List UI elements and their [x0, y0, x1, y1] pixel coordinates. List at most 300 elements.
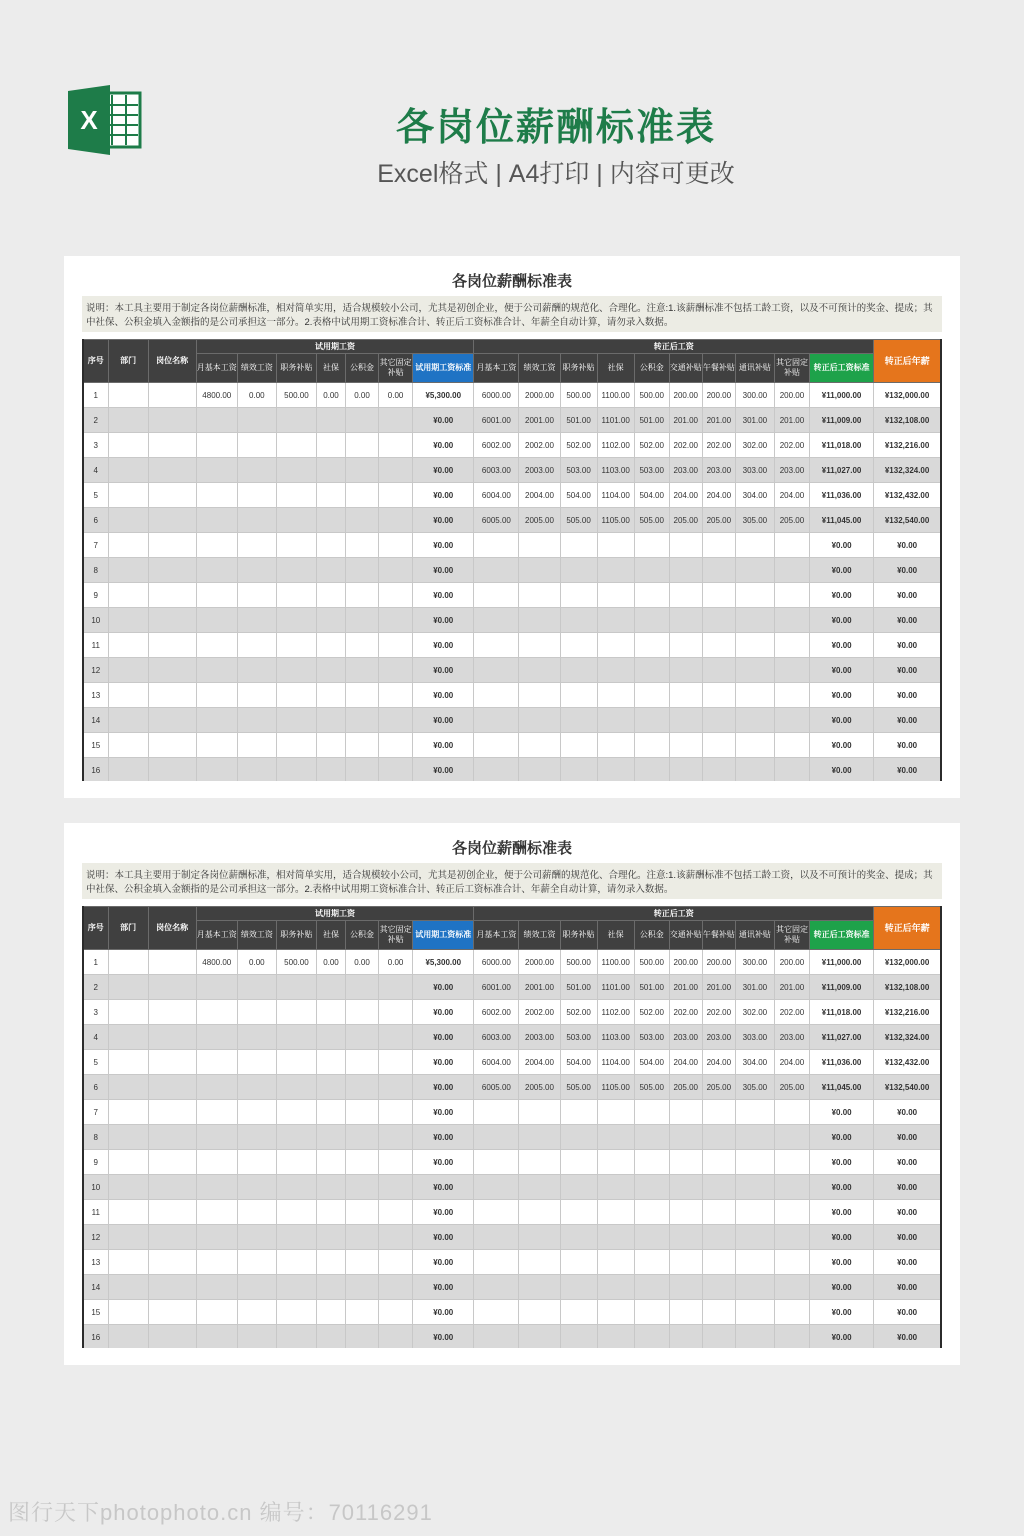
cell-regular-total[interactable]: ¥0.00 — [810, 583, 874, 608]
cell-probation-total[interactable]: ¥0.00 — [413, 583, 474, 608]
cell-probation-value[interactable] — [346, 1325, 379, 1349]
cell-regular-value[interactable]: 501.00 — [560, 975, 597, 1000]
cell-probation-value[interactable] — [316, 1250, 345, 1275]
cell-probation-value[interactable] — [316, 1075, 345, 1100]
cell-probation-value[interactable] — [196, 508, 237, 533]
cell-regular-value[interactable] — [474, 1300, 519, 1325]
cell-regular-value[interactable] — [519, 633, 560, 658]
cell-regular-value[interactable] — [597, 758, 634, 782]
cell-probation-value[interactable]: 0.00 — [316, 950, 345, 975]
cell-regular-value[interactable] — [774, 558, 809, 583]
cell-regular-value[interactable]: 1101.00 — [597, 975, 634, 1000]
cell-probation-value[interactable] — [379, 1250, 413, 1275]
cell-regular-value[interactable]: 501.00 — [560, 408, 597, 433]
cell-seq[interactable]: 4 — [83, 458, 108, 483]
cell-probation-value[interactable] — [196, 1325, 237, 1349]
cell-position[interactable] — [148, 1025, 196, 1050]
cell-regular-value[interactable] — [669, 1325, 702, 1349]
cell-regular-total[interactable]: ¥0.00 — [810, 1300, 874, 1325]
cell-regular-value[interactable]: 2002.00 — [519, 433, 560, 458]
cell-regular-value[interactable] — [519, 1175, 560, 1200]
cell-regular-value[interactable] — [474, 1200, 519, 1225]
cell-regular-value[interactable] — [702, 608, 735, 633]
cell-regular-value[interactable] — [634, 733, 669, 758]
cell-regular-value[interactable] — [519, 608, 560, 633]
cell-dept[interactable] — [108, 1025, 148, 1050]
cell-regular-value[interactable] — [735, 1150, 774, 1175]
cell-probation-total[interactable]: ¥0.00 — [413, 1200, 474, 1225]
cell-probation-value[interactable] — [276, 658, 316, 683]
cell-probation-value[interactable] — [346, 1025, 379, 1050]
cell-regular-value[interactable] — [560, 558, 597, 583]
cell-probation-total[interactable]: ¥0.00 — [413, 758, 474, 782]
cell-dept[interactable] — [108, 1275, 148, 1300]
cell-probation-value[interactable] — [379, 733, 413, 758]
cell-position[interactable] — [148, 1275, 196, 1300]
cell-regular-value[interactable]: 205.00 — [702, 1075, 735, 1100]
cell-position[interactable] — [148, 1225, 196, 1250]
cell-regular-value[interactable] — [735, 1125, 774, 1150]
cell-probation-value[interactable] — [237, 1050, 276, 1075]
cell-regular-value[interactable]: 201.00 — [774, 408, 809, 433]
cell-position[interactable] — [148, 408, 196, 433]
cell-seq[interactable]: 10 — [83, 1175, 108, 1200]
cell-regular-total[interactable]: ¥11,018.00 — [810, 433, 874, 458]
cell-dept[interactable] — [108, 1125, 148, 1150]
cell-probation-total[interactable]: ¥0.00 — [413, 1150, 474, 1175]
cell-regular-value[interactable]: 203.00 — [702, 1025, 735, 1050]
cell-dept[interactable] — [108, 583, 148, 608]
cell-probation-value[interactable] — [196, 408, 237, 433]
cell-regular-total[interactable]: ¥11,045.00 — [810, 508, 874, 533]
cell-probation-value[interactable] — [316, 483, 345, 508]
cell-position[interactable] — [148, 950, 196, 975]
cell-probation-value[interactable] — [196, 483, 237, 508]
cell-probation-value[interactable] — [196, 433, 237, 458]
cell-regular-value[interactable] — [774, 1225, 809, 1250]
cell-dept[interactable] — [108, 1200, 148, 1225]
cell-probation-value[interactable] — [276, 1275, 316, 1300]
cell-regular-total[interactable]: ¥0.00 — [810, 1125, 874, 1150]
cell-dept[interactable] — [108, 1225, 148, 1250]
cell-probation-value[interactable] — [276, 1325, 316, 1349]
cell-probation-value[interactable] — [316, 583, 345, 608]
cell-probation-value[interactable] — [379, 583, 413, 608]
cell-probation-value[interactable] — [237, 533, 276, 558]
cell-regular-value[interactable] — [669, 1200, 702, 1225]
cell-regular-value[interactable] — [519, 1150, 560, 1175]
cell-regular-value[interactable] — [735, 608, 774, 633]
cell-probation-value[interactable] — [196, 1200, 237, 1225]
cell-regular-value[interactable]: 2000.00 — [519, 383, 560, 408]
cell-regular-value[interactable]: 2003.00 — [519, 1025, 560, 1050]
cell-probation-value[interactable] — [316, 1175, 345, 1200]
cell-regular-value[interactable]: 2000.00 — [519, 950, 560, 975]
cell-dept[interactable] — [108, 533, 148, 558]
cell-regular-total[interactable]: ¥0.00 — [810, 1100, 874, 1125]
cell-regular-value[interactable] — [634, 758, 669, 782]
cell-probation-value[interactable] — [196, 1025, 237, 1050]
cell-regular-total[interactable]: ¥0.00 — [810, 1200, 874, 1225]
cell-probation-value[interactable] — [316, 708, 345, 733]
cell-regular-value[interactable] — [474, 1325, 519, 1349]
cell-probation-value[interactable] — [196, 1275, 237, 1300]
cell-regular-value[interactable] — [634, 708, 669, 733]
cell-position[interactable] — [148, 508, 196, 533]
cell-position[interactable] — [148, 1125, 196, 1150]
cell-probation-total[interactable]: ¥0.00 — [413, 483, 474, 508]
cell-seq[interactable]: 5 — [83, 483, 108, 508]
cell-probation-value[interactable]: 0.00 — [237, 950, 276, 975]
cell-seq[interactable]: 4 — [83, 1025, 108, 1050]
cell-annual[interactable]: ¥0.00 — [874, 633, 941, 658]
cell-regular-value[interactable]: 6002.00 — [474, 1000, 519, 1025]
cell-regular-value[interactable] — [634, 1225, 669, 1250]
cell-regular-value[interactable]: 201.00 — [669, 975, 702, 1000]
cell-regular-value[interactable]: 202.00 — [702, 433, 735, 458]
cell-probation-value[interactable] — [196, 558, 237, 583]
cell-probation-value[interactable] — [196, 458, 237, 483]
cell-regular-value[interactable] — [669, 558, 702, 583]
cell-position[interactable] — [148, 733, 196, 758]
cell-regular-value[interactable] — [597, 733, 634, 758]
cell-regular-value[interactable] — [669, 1100, 702, 1125]
cell-regular-value[interactable] — [474, 533, 519, 558]
cell-regular-value[interactable]: 502.00 — [634, 1000, 669, 1025]
cell-regular-value[interactable] — [519, 1300, 560, 1325]
cell-seq[interactable]: 15 — [83, 733, 108, 758]
cell-regular-value[interactable] — [597, 558, 634, 583]
cell-regular-value[interactable] — [669, 1125, 702, 1150]
cell-position[interactable] — [148, 1175, 196, 1200]
cell-regular-value[interactable]: 202.00 — [774, 433, 809, 458]
cell-regular-value[interactable]: 2005.00 — [519, 508, 560, 533]
cell-probation-value[interactable] — [237, 1300, 276, 1325]
cell-regular-value[interactable] — [560, 1300, 597, 1325]
cell-regular-value[interactable]: 201.00 — [669, 408, 702, 433]
cell-regular-value[interactable] — [735, 1325, 774, 1349]
cell-regular-value[interactable] — [634, 583, 669, 608]
cell-regular-value[interactable] — [735, 658, 774, 683]
cell-probation-value[interactable] — [379, 1175, 413, 1200]
cell-regular-value[interactable] — [519, 533, 560, 558]
cell-regular-value[interactable]: 500.00 — [560, 383, 597, 408]
cell-regular-value[interactable] — [597, 1225, 634, 1250]
cell-position[interactable] — [148, 608, 196, 633]
cell-probation-value[interactable] — [346, 633, 379, 658]
cell-regular-value[interactable]: 203.00 — [774, 458, 809, 483]
cell-regular-value[interactable] — [669, 758, 702, 782]
cell-regular-value[interactable]: 1104.00 — [597, 1050, 634, 1075]
cell-position[interactable] — [148, 1050, 196, 1075]
cell-regular-value[interactable]: 201.00 — [774, 975, 809, 1000]
cell-probation-value[interactable] — [196, 608, 237, 633]
cell-probation-value[interactable] — [346, 1075, 379, 1100]
cell-annual[interactable]: ¥0.00 — [874, 758, 941, 782]
cell-regular-total[interactable]: ¥0.00 — [810, 1225, 874, 1250]
cell-position[interactable] — [148, 458, 196, 483]
cell-probation-value[interactable] — [276, 1200, 316, 1225]
cell-probation-total[interactable]: ¥5,300.00 — [413, 383, 474, 408]
cell-regular-value[interactable] — [474, 733, 519, 758]
cell-annual[interactable]: ¥132,432.00 — [874, 1050, 941, 1075]
cell-regular-value[interactable]: 2004.00 — [519, 483, 560, 508]
cell-regular-value[interactable] — [519, 583, 560, 608]
cell-annual[interactable]: ¥0.00 — [874, 608, 941, 633]
cell-probation-value[interactable] — [237, 658, 276, 683]
cell-probation-value[interactable] — [196, 1050, 237, 1075]
cell-regular-value[interactable]: 503.00 — [634, 458, 669, 483]
cell-probation-value[interactable] — [237, 508, 276, 533]
cell-regular-value[interactable]: 200.00 — [774, 950, 809, 975]
cell-probation-value[interactable] — [316, 758, 345, 782]
cell-regular-value[interactable]: 203.00 — [669, 458, 702, 483]
cell-regular-value[interactable] — [735, 558, 774, 583]
cell-probation-value[interactable] — [316, 1125, 345, 1150]
cell-position[interactable] — [148, 1200, 196, 1225]
cell-annual[interactable]: ¥132,216.00 — [874, 1000, 941, 1025]
cell-regular-value[interactable] — [634, 1100, 669, 1125]
cell-regular-value[interactable] — [560, 758, 597, 782]
cell-regular-value[interactable]: 204.00 — [669, 483, 702, 508]
cell-regular-value[interactable] — [702, 1150, 735, 1175]
cell-probation-value[interactable] — [276, 1125, 316, 1150]
cell-probation-total[interactable]: ¥0.00 — [413, 608, 474, 633]
cell-probation-value[interactable] — [346, 1250, 379, 1275]
cell-seq[interactable]: 2 — [83, 408, 108, 433]
cell-regular-value[interactable] — [669, 533, 702, 558]
cell-regular-value[interactable]: 6002.00 — [474, 433, 519, 458]
cell-probation-total[interactable]: ¥0.00 — [413, 733, 474, 758]
cell-probation-value[interactable] — [276, 708, 316, 733]
cell-regular-value[interactable] — [634, 1175, 669, 1200]
cell-regular-value[interactable] — [519, 758, 560, 782]
cell-regular-value[interactable] — [774, 1175, 809, 1200]
cell-annual[interactable]: ¥0.00 — [874, 708, 941, 733]
cell-probation-value[interactable] — [379, 433, 413, 458]
cell-regular-value[interactable] — [634, 1275, 669, 1300]
cell-dept[interactable] — [108, 758, 148, 782]
cell-regular-value[interactable] — [702, 633, 735, 658]
cell-dept[interactable] — [108, 683, 148, 708]
cell-probation-value[interactable] — [196, 1250, 237, 1275]
cell-regular-total[interactable]: ¥0.00 — [810, 1275, 874, 1300]
cell-position[interactable] — [148, 383, 196, 408]
cell-probation-value[interactable] — [276, 1225, 316, 1250]
cell-regular-value[interactable] — [774, 1275, 809, 1300]
cell-regular-value[interactable]: 500.00 — [634, 383, 669, 408]
cell-regular-value[interactable] — [474, 758, 519, 782]
cell-regular-value[interactable]: 2002.00 — [519, 1000, 560, 1025]
cell-probation-value[interactable] — [237, 1075, 276, 1100]
cell-regular-value[interactable] — [560, 1125, 597, 1150]
cell-regular-total[interactable]: ¥0.00 — [810, 683, 874, 708]
cell-probation-value[interactable] — [196, 1150, 237, 1175]
cell-annual[interactable]: ¥0.00 — [874, 1100, 941, 1125]
cell-position[interactable] — [148, 433, 196, 458]
cell-probation-total[interactable]: ¥0.00 — [413, 633, 474, 658]
cell-probation-value[interactable] — [346, 1200, 379, 1225]
cell-probation-value[interactable] — [237, 483, 276, 508]
cell-seq[interactable]: 9 — [83, 1150, 108, 1175]
cell-regular-total[interactable]: ¥11,027.00 — [810, 458, 874, 483]
cell-dept[interactable] — [108, 733, 148, 758]
cell-probation-value[interactable] — [196, 658, 237, 683]
cell-regular-value[interactable]: 204.00 — [774, 483, 809, 508]
cell-probation-value[interactable] — [196, 533, 237, 558]
cell-regular-value[interactable]: 204.00 — [702, 483, 735, 508]
cell-regular-value[interactable]: 1101.00 — [597, 408, 634, 433]
cell-probation-value[interactable] — [276, 975, 316, 1000]
cell-regular-value[interactable]: 6001.00 — [474, 975, 519, 1000]
cell-regular-value[interactable]: 202.00 — [669, 433, 702, 458]
cell-probation-value[interactable] — [379, 708, 413, 733]
cell-regular-value[interactable] — [597, 1100, 634, 1125]
cell-regular-value[interactable]: 2001.00 — [519, 408, 560, 433]
cell-regular-value[interactable] — [774, 1125, 809, 1150]
cell-regular-value[interactable] — [560, 708, 597, 733]
cell-probation-value[interactable] — [196, 1225, 237, 1250]
cell-regular-value[interactable]: 500.00 — [560, 950, 597, 975]
cell-probation-value[interactable] — [237, 1225, 276, 1250]
cell-regular-value[interactable]: 300.00 — [735, 383, 774, 408]
cell-regular-value[interactable]: 503.00 — [560, 458, 597, 483]
cell-seq[interactable]: 7 — [83, 1100, 108, 1125]
cell-probation-total[interactable]: ¥0.00 — [413, 533, 474, 558]
cell-probation-value[interactable] — [196, 1000, 237, 1025]
cell-regular-value[interactable] — [474, 1100, 519, 1125]
cell-regular-total[interactable]: ¥11,009.00 — [810, 975, 874, 1000]
cell-probation-value[interactable] — [316, 533, 345, 558]
cell-dept[interactable] — [108, 1325, 148, 1349]
cell-probation-total[interactable]: ¥0.00 — [413, 1225, 474, 1250]
cell-probation-value[interactable] — [276, 533, 316, 558]
cell-probation-value[interactable] — [237, 433, 276, 458]
cell-position[interactable] — [148, 975, 196, 1000]
cell-probation-value[interactable] — [346, 1275, 379, 1300]
cell-regular-value[interactable] — [474, 1150, 519, 1175]
cell-probation-value[interactable] — [196, 1125, 237, 1150]
cell-regular-value[interactable] — [560, 683, 597, 708]
cell-regular-value[interactable] — [474, 1125, 519, 1150]
cell-regular-value[interactable]: 503.00 — [634, 1025, 669, 1050]
cell-probation-value[interactable] — [237, 1250, 276, 1275]
cell-position[interactable] — [148, 1325, 196, 1349]
cell-regular-total[interactable]: ¥0.00 — [810, 633, 874, 658]
cell-regular-value[interactable]: 200.00 — [702, 383, 735, 408]
cell-regular-value[interactable] — [597, 658, 634, 683]
cell-regular-value[interactable]: 502.00 — [560, 1000, 597, 1025]
cell-regular-value[interactable]: 205.00 — [774, 1075, 809, 1100]
cell-regular-value[interactable] — [474, 708, 519, 733]
cell-regular-value[interactable] — [735, 583, 774, 608]
cell-regular-value[interactable] — [597, 1175, 634, 1200]
cell-regular-value[interactable] — [669, 683, 702, 708]
cell-regular-value[interactable]: 6000.00 — [474, 383, 519, 408]
cell-probation-value[interactable] — [346, 433, 379, 458]
cell-regular-value[interactable]: 6005.00 — [474, 508, 519, 533]
cell-seq[interactable]: 8 — [83, 1125, 108, 1150]
cell-annual[interactable]: ¥132,108.00 — [874, 408, 941, 433]
cell-regular-value[interactable] — [735, 758, 774, 782]
cell-regular-value[interactable]: 503.00 — [560, 1025, 597, 1050]
cell-seq[interactable]: 15 — [83, 1300, 108, 1325]
cell-regular-value[interactable] — [560, 658, 597, 683]
cell-probation-total[interactable]: ¥0.00 — [413, 1175, 474, 1200]
cell-probation-value[interactable]: 0.00 — [346, 950, 379, 975]
cell-regular-value[interactable] — [735, 1250, 774, 1275]
cell-probation-total[interactable]: ¥0.00 — [413, 1025, 474, 1050]
cell-regular-value[interactable] — [774, 1250, 809, 1275]
cell-regular-value[interactable] — [669, 608, 702, 633]
cell-position[interactable] — [148, 533, 196, 558]
cell-regular-value[interactable]: 505.00 — [634, 1075, 669, 1100]
cell-regular-value[interactable]: 6000.00 — [474, 950, 519, 975]
cell-probation-value[interactable] — [276, 1050, 316, 1075]
cell-dept[interactable] — [108, 483, 148, 508]
cell-annual[interactable]: ¥132,000.00 — [874, 383, 941, 408]
cell-regular-value[interactable]: 205.00 — [774, 508, 809, 533]
cell-regular-value[interactable] — [634, 1125, 669, 1150]
cell-regular-value[interactable]: 504.00 — [634, 1050, 669, 1075]
cell-regular-value[interactable]: 201.00 — [702, 975, 735, 1000]
cell-regular-value[interactable] — [519, 1200, 560, 1225]
cell-probation-value[interactable] — [346, 1150, 379, 1175]
cell-regular-value[interactable]: 1102.00 — [597, 1000, 634, 1025]
cell-regular-value[interactable] — [597, 533, 634, 558]
cell-regular-value[interactable]: 1100.00 — [597, 383, 634, 408]
cell-regular-value[interactable]: 504.00 — [634, 483, 669, 508]
cell-regular-value[interactable]: 1104.00 — [597, 483, 634, 508]
cell-probation-value[interactable] — [379, 533, 413, 558]
cell-probation-value[interactable] — [196, 1300, 237, 1325]
cell-probation-value[interactable] — [379, 558, 413, 583]
cell-probation-value[interactable] — [237, 583, 276, 608]
cell-regular-value[interactable]: 304.00 — [735, 483, 774, 508]
cell-seq[interactable]: 10 — [83, 608, 108, 633]
cell-regular-total[interactable]: ¥0.00 — [810, 1325, 874, 1349]
cell-regular-value[interactable] — [702, 683, 735, 708]
cell-probation-value[interactable] — [276, 683, 316, 708]
cell-regular-value[interactable] — [702, 1250, 735, 1275]
cell-seq[interactable]: 14 — [83, 1275, 108, 1300]
cell-regular-value[interactable] — [735, 1100, 774, 1125]
cell-probation-value[interactable] — [196, 758, 237, 782]
cell-regular-value[interactable] — [597, 1200, 634, 1225]
cell-probation-value[interactable]: 4800.00 — [196, 383, 237, 408]
cell-probation-value[interactable] — [276, 508, 316, 533]
cell-seq[interactable]: 3 — [83, 1000, 108, 1025]
cell-regular-total[interactable]: ¥0.00 — [810, 608, 874, 633]
cell-probation-total[interactable]: ¥0.00 — [413, 1075, 474, 1100]
cell-regular-value[interactable] — [597, 1300, 634, 1325]
cell-probation-value[interactable] — [276, 733, 316, 758]
cell-regular-value[interactable]: 1102.00 — [597, 433, 634, 458]
cell-position[interactable] — [148, 708, 196, 733]
cell-probation-value[interactable] — [316, 1000, 345, 1025]
cell-probation-total[interactable]: ¥0.00 — [413, 1250, 474, 1275]
cell-probation-value[interactable] — [276, 758, 316, 782]
cell-annual[interactable]: ¥0.00 — [874, 658, 941, 683]
cell-regular-value[interactable] — [669, 1300, 702, 1325]
cell-probation-value[interactable] — [196, 733, 237, 758]
cell-probation-value[interactable]: 4800.00 — [196, 950, 237, 975]
cell-probation-value[interactable] — [276, 1175, 316, 1200]
cell-annual[interactable]: ¥132,324.00 — [874, 458, 941, 483]
cell-annual[interactable]: ¥0.00 — [874, 583, 941, 608]
cell-probation-value[interactable] — [346, 683, 379, 708]
cell-probation-value[interactable] — [237, 1025, 276, 1050]
